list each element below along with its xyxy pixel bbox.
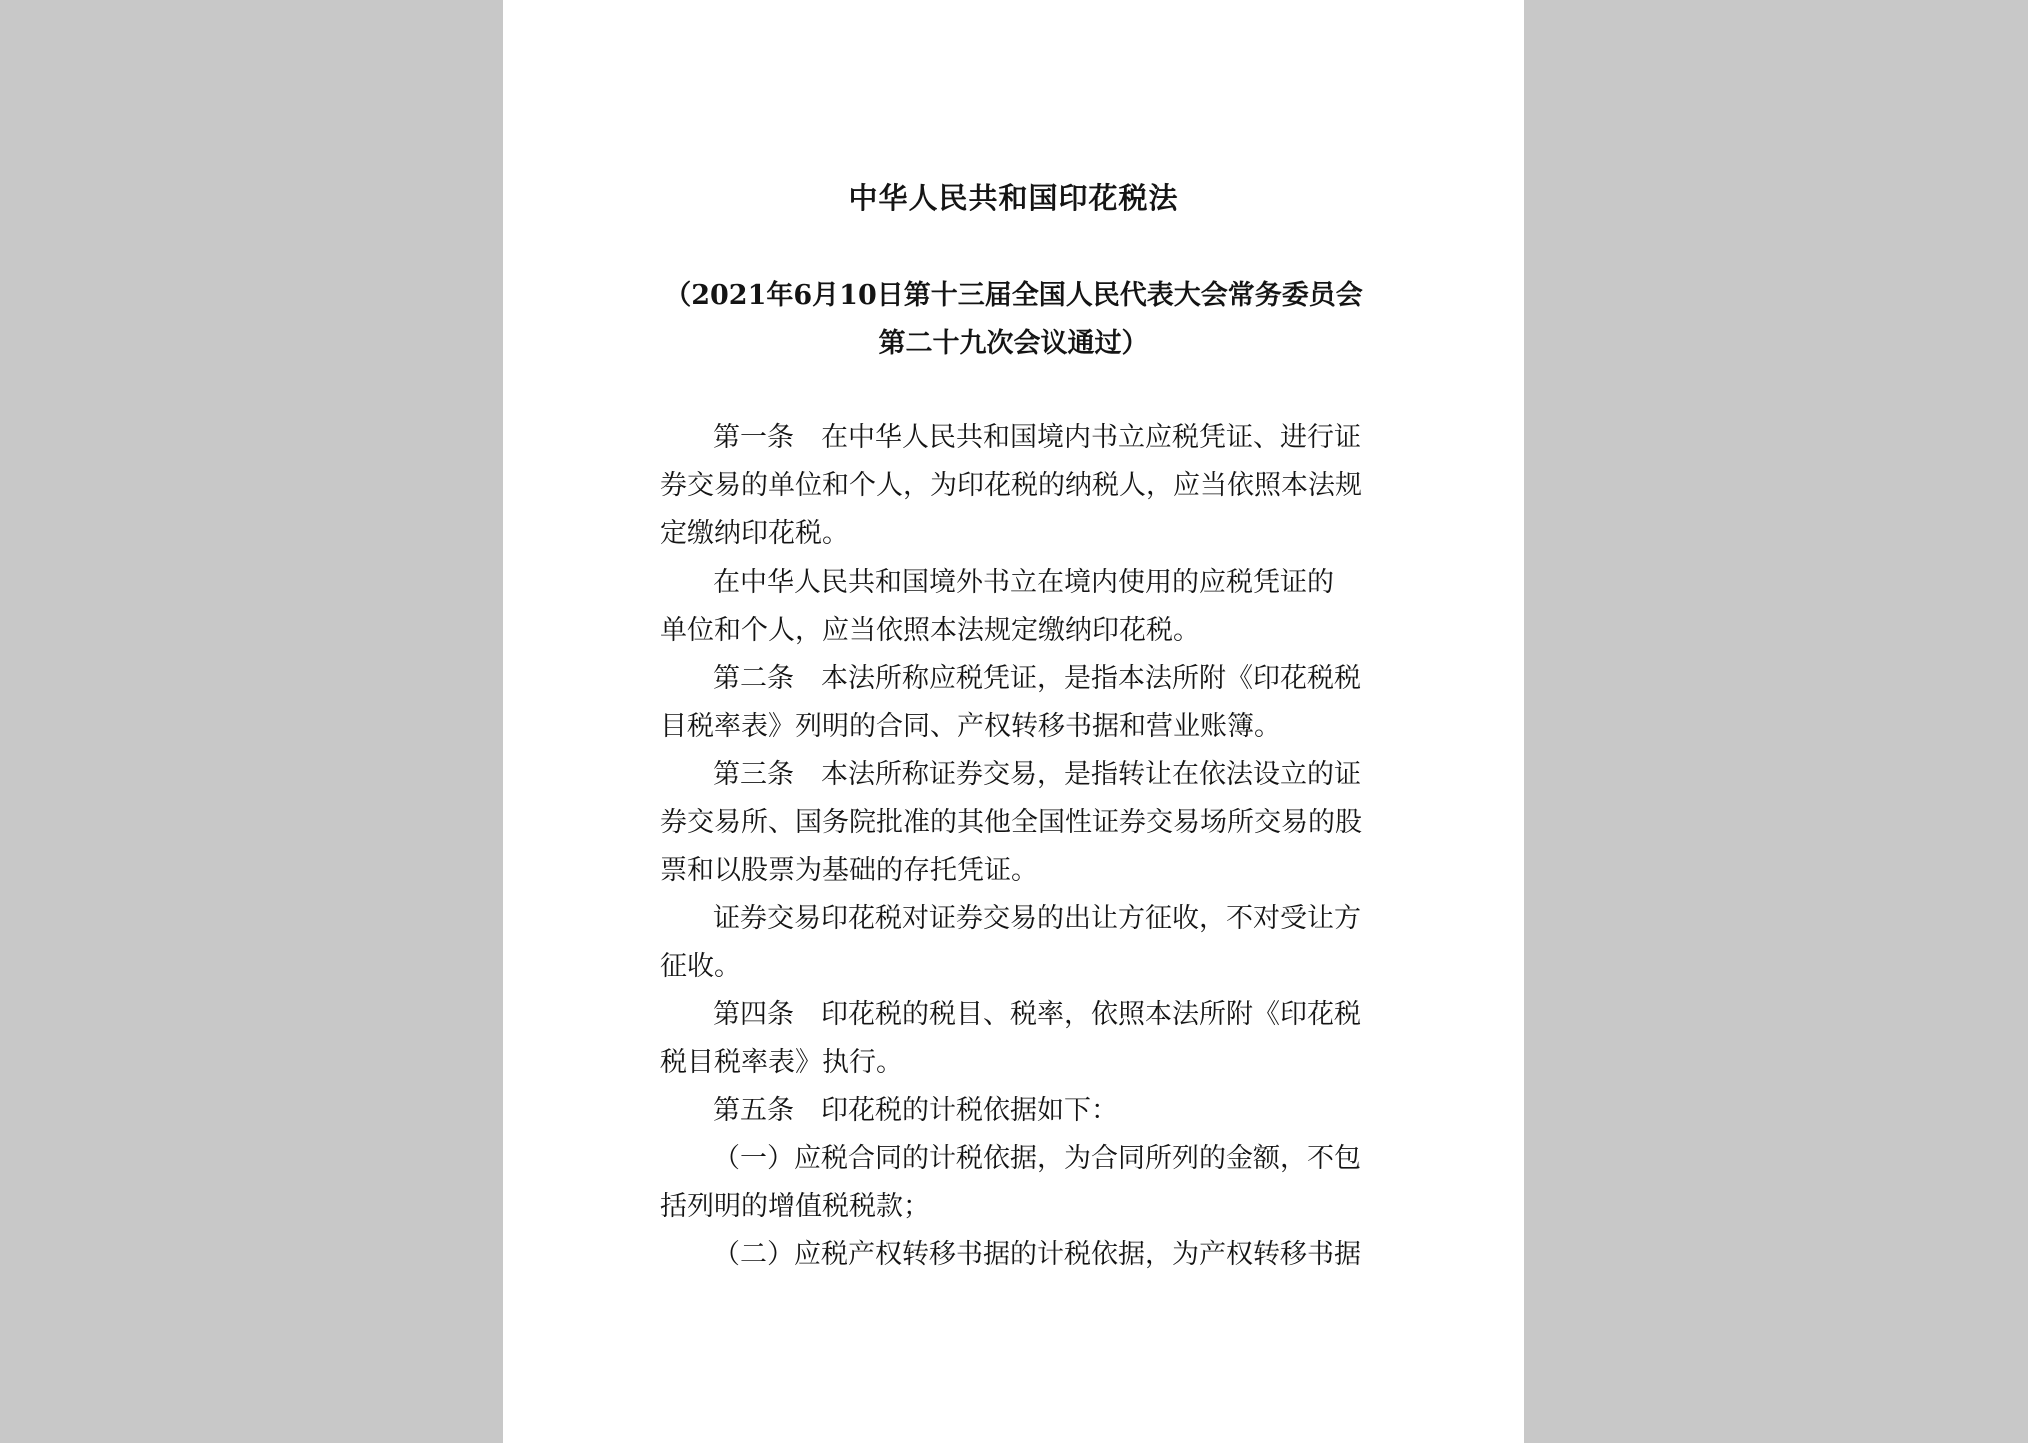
article-line: 第一条 在中华人民共和国境内书立应税凭证、进行证 <box>713 422 1361 453</box>
article-line: 第五条 印花税的计税依据如下： <box>713 1095 1118 1126</box>
article-line: 在中华人民共和国境外书立在境内使用的应税凭证的 <box>713 567 1334 598</box>
article-line: 目税率表》列明的合同、产权转移书据和营业账簿。 <box>660 711 1281 742</box>
article-line: （一）应税合同的计税依据，为合同所列的金额，不包 <box>713 1143 1361 1174</box>
document-page <box>503 0 1524 1443</box>
document-subtitle-line-2: 第二十九次会议通过） <box>878 328 1149 359</box>
article-line: 税目税率表》执行。 <box>660 1047 903 1078</box>
article-line: 征收。 <box>660 951 741 982</box>
article-line: 票和以股票为基础的存托凭证。 <box>660 855 1038 886</box>
article-line: 第四条 印花税的税目、税率，依照本法所附《印花税 <box>713 999 1361 1030</box>
article-line: 券交易的单位和个人，为印花税的纳税人，应当依照本法规 <box>660 470 1362 501</box>
document-title: 中华人民共和国印花税法 <box>848 181 1179 215</box>
article-line: （二）应税产权转移书据的计税依据，为产权转移书据 <box>713 1239 1361 1270</box>
article-line: 单位和个人，应当依照本法规定缴纳印花税。 <box>660 615 1200 646</box>
article-line: 券交易所、国务院批准的其他全国性证券交易场所交易的股 <box>660 807 1362 838</box>
article-line: 定缴纳印花税。 <box>660 518 849 549</box>
document-subtitle-line-1: （2021年6月10日第十三届全国人民代表大会常务委员会 <box>664 280 1363 311</box>
article-line: 第三条 本法所称证券交易，是指转让在依法设立的证 <box>713 759 1361 790</box>
article-line: 第二条 本法所称应税凭证，是指本法所附《印花税税 <box>713 663 1361 694</box>
article-line: 括列明的增值税税款； <box>660 1191 930 1222</box>
article-line: 证券交易印花税对证券交易的出让方征收，不对受让方 <box>713 903 1361 934</box>
